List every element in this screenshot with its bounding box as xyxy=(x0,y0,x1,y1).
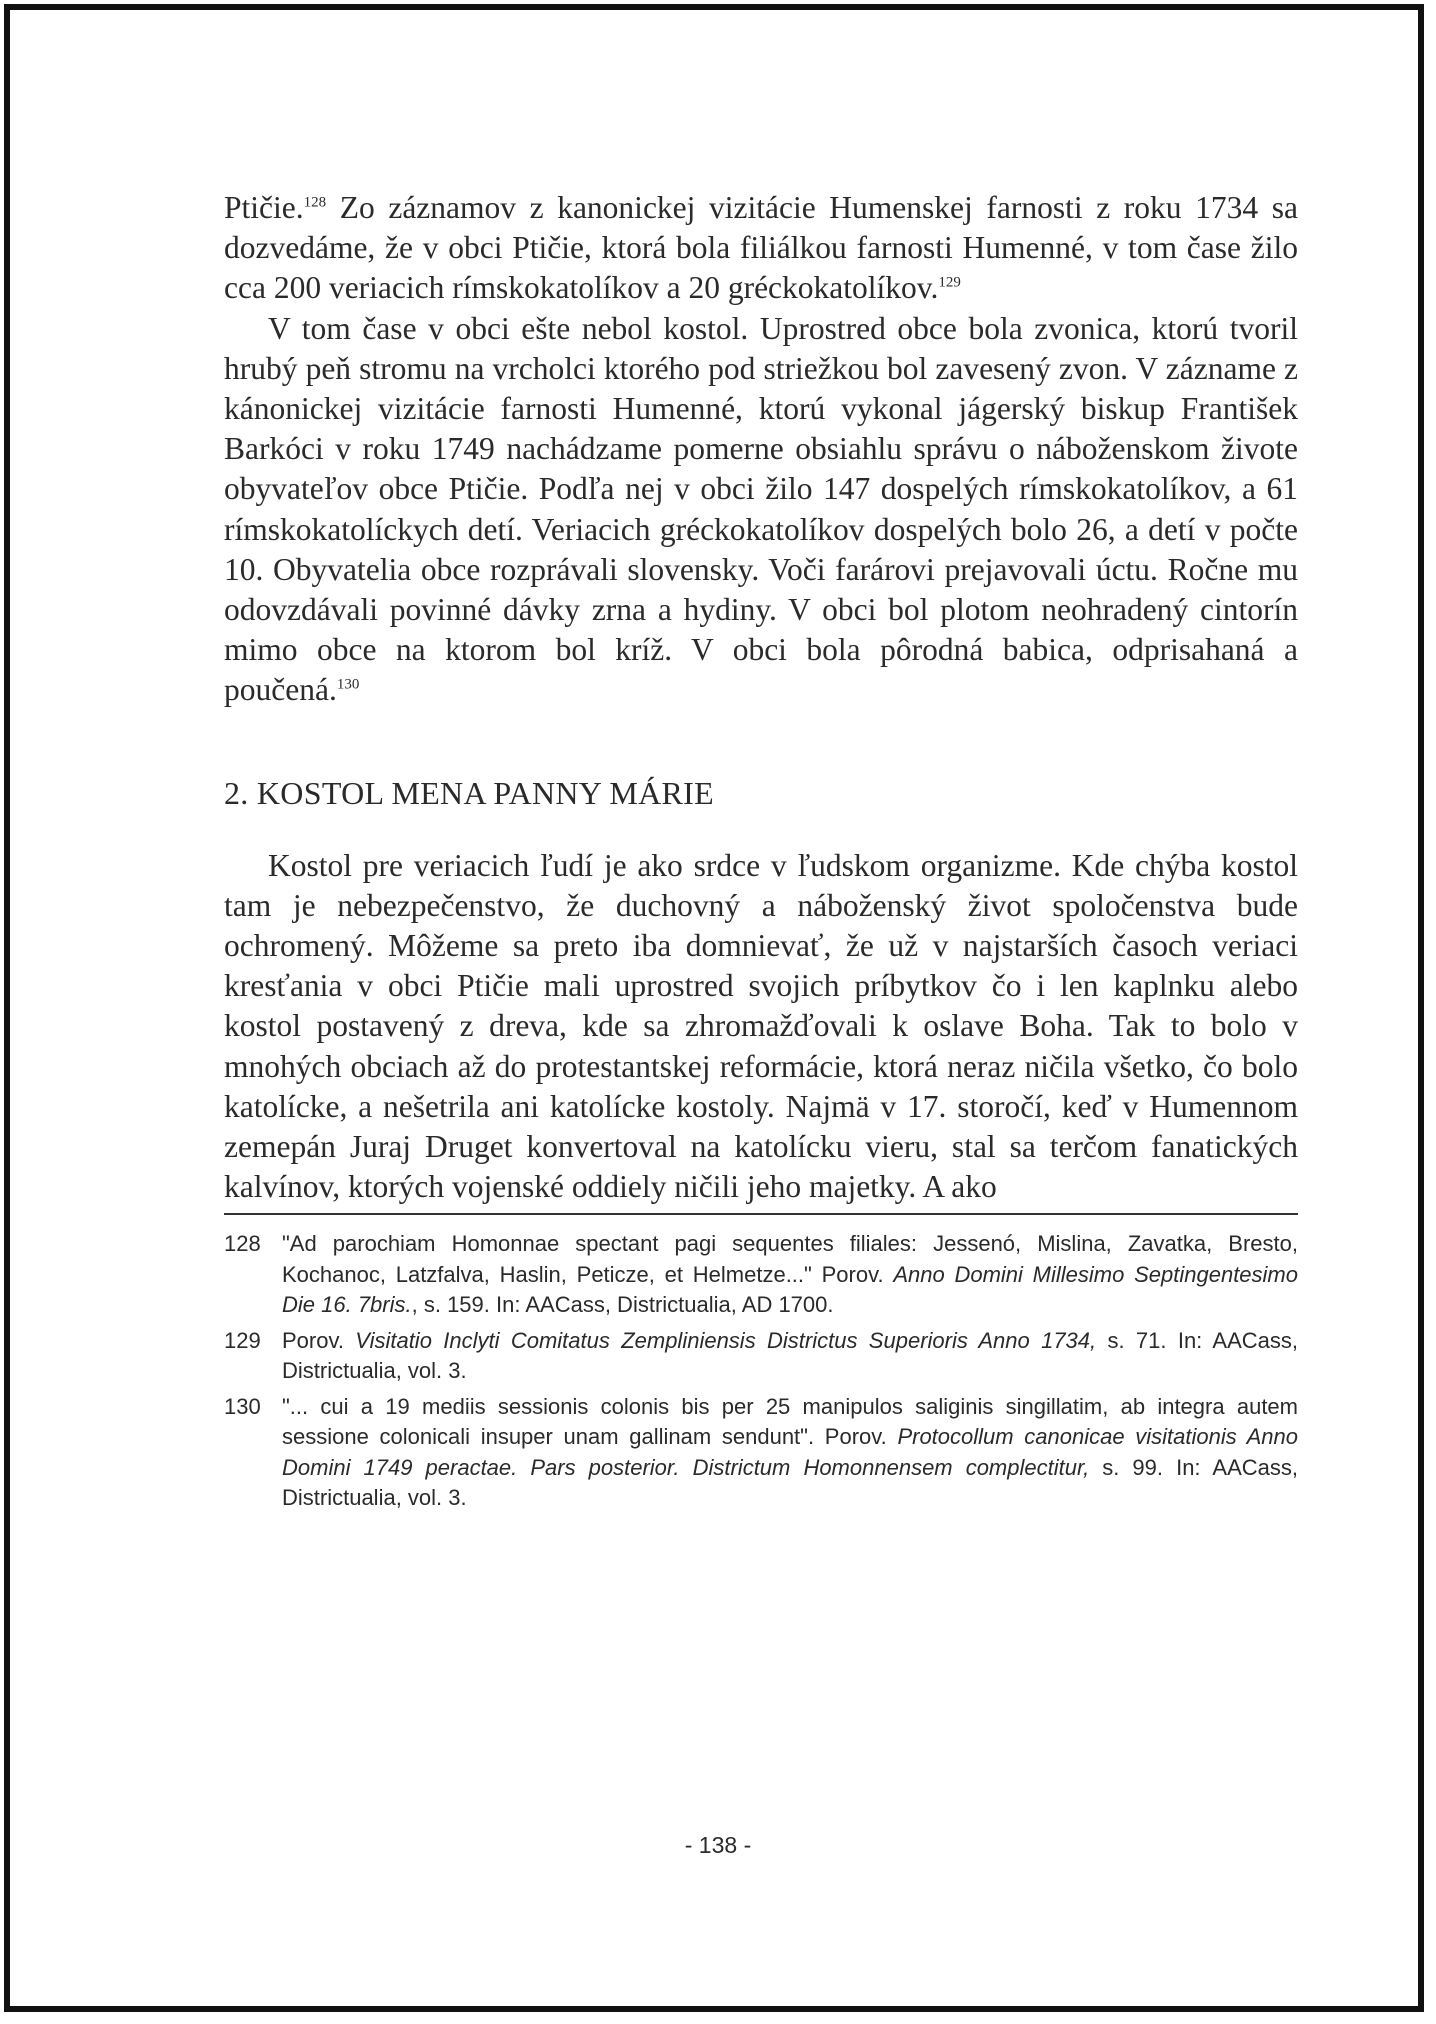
footnote-128 xyxy=(224,1229,1298,1321)
footnote-plain: s. 99. In: AACass, Districtualia, vol. 3. xyxy=(282,1454,1298,1511)
footnote-129 xyxy=(224,1326,1298,1387)
footnote-italic: Protocollum canonicae visitationis Anno Domini 1749 peractae. Pars posterior. Districtum Homonnensem complectitur, xyxy=(282,1424,1299,1480)
page-content xyxy=(224,188,1298,1519)
footnote-plain: "... cui a 19 mediis sessionis colonis bis per 25 manipulos saliginis singillatim, ab integra autem sessione colonicali insuper unam gallinam sendunt". Porov. xyxy=(282,1393,1298,1450)
footnote-plain: s. 71. In: AACass, Districtualia, vol. 3. xyxy=(282,1327,1298,1384)
footnote-text xyxy=(282,1392,1298,1514)
footnote-text xyxy=(282,1229,1298,1321)
footnote-ref-129: 129 xyxy=(938,274,961,291)
footnote-divider xyxy=(224,1213,1298,1215)
paragraph-1 xyxy=(224,188,1298,309)
footnote-plain: "Ad parochiam Homonnae spectant pagi sequentes filiales: Jessenó, Mislina, Zavatka, Bresto, Kochanoc, Latzfalva, Haslin, Peticze, et Helmetze..." Porov. xyxy=(282,1231,1298,1287)
footnote-plain: , s. 159. In: AACass, Districtualia, AD 1700. xyxy=(411,1292,834,1318)
footnote-text xyxy=(282,1326,1298,1387)
page-number: - 138 - xyxy=(684,1832,752,1858)
footnotes-section xyxy=(224,1229,1298,1514)
footnote-number: 128 xyxy=(224,1231,261,1257)
paragraph-2-text: V tom čase v obci ešte nebol kostol. Uprostred obce bola zvonica, ktorú tvoril hrubý peň stromu na vrcholci ktorého pod striežkou bol zavesený zvon. V zázname z kánonickej vizitácie farnosti Humenné, ktorú vykonal jágerský biskup František Barkóci v roku 1749 nachádzame pomerne obsiahlu správu o náboženskom živote obyvateľov obce Ptičie. Podľa nej v obci žilo 147 dospelých rímskokatolíkov, a 61 rímskokatolíckych detí. Veriacich gréckokatolíkov dospelých bolo 26, a detí v počte 10. Obyvatelia obce rozprávali slovensky. Voči farárovi prejavovali úctu. Ročne mu odovzdávali povinné dávky zrna a hydiny. V obci bol plotom neohradený cintorín mimo obce na ktorom bol kríž. V obci bola pôrodná babica, odprisahaná a poučená. xyxy=(224,310,1298,708)
footnote-ref-130: 130 xyxy=(336,676,360,693)
footnote-number: 129 xyxy=(224,1327,261,1353)
footnote-130 xyxy=(224,1392,1298,1514)
paragraph-3 xyxy=(224,846,1298,1208)
paragraph-2 xyxy=(224,309,1298,711)
footnote-italic: Visitatio Inclyti Comitatus Zempliniensis Districtus Superioris Anno 1734, xyxy=(355,1327,1097,1353)
section-heading: 2. KOSTOL MENA PANNY MÁRIE xyxy=(224,774,714,811)
paragraph-1-text: Zo záznamov z kanonickej vizitácie Humenskej farnosti z roku 1734 sa dozvedáme, že v obci Ptičie, ktorá bola filiálkou farnosti Humenné, v tom čase žilo cca 200 veriacich rímskokatolíkov a 20 gréckokatolíkov. xyxy=(224,190,1298,306)
paragraph-3-text: Kostol pre veriacich ľudí je ako srdce v ľudskom organizme. Kde chýba kostol tam je nebezpečenstvo, že duchovný a náboženský život spoločenstva bude ochromený. Môžeme sa preto iba domnievať, že už v najstarších časoch veriaci kresťania v obci Ptičie mali uprostred svojich príbytkov čo i len kaplnku alebo kostol postavený z dreva, kde sa zhromažďovali k oslave Boha. Tak to bolo v mnohých obciach až do protestantskej reformácie, ktorá neraz ničila všetko, čo bolo katolícke, a nešetrila ani katolícke kostoly. Najmä v 17. storočí, keď v Humennom zemepán Juraj Druget konvertoval na katolícku vieru, stal sa terčom fanatických kalvínov, ktorých vojenské oddiely ničili jeho majetky. A ako xyxy=(224,847,1298,1205)
footnote-number: 130 xyxy=(224,1393,261,1419)
footnote-italic: Anno Domini Millesimo Septingentesimo Die 16. 7bris. xyxy=(282,1261,1298,1318)
paragraph-1-start: Ptičie. xyxy=(224,190,304,225)
footnote-ref-128: 128 xyxy=(303,194,327,211)
spacer xyxy=(224,711,1298,775)
footnote-plain: Porov. xyxy=(282,1327,356,1353)
